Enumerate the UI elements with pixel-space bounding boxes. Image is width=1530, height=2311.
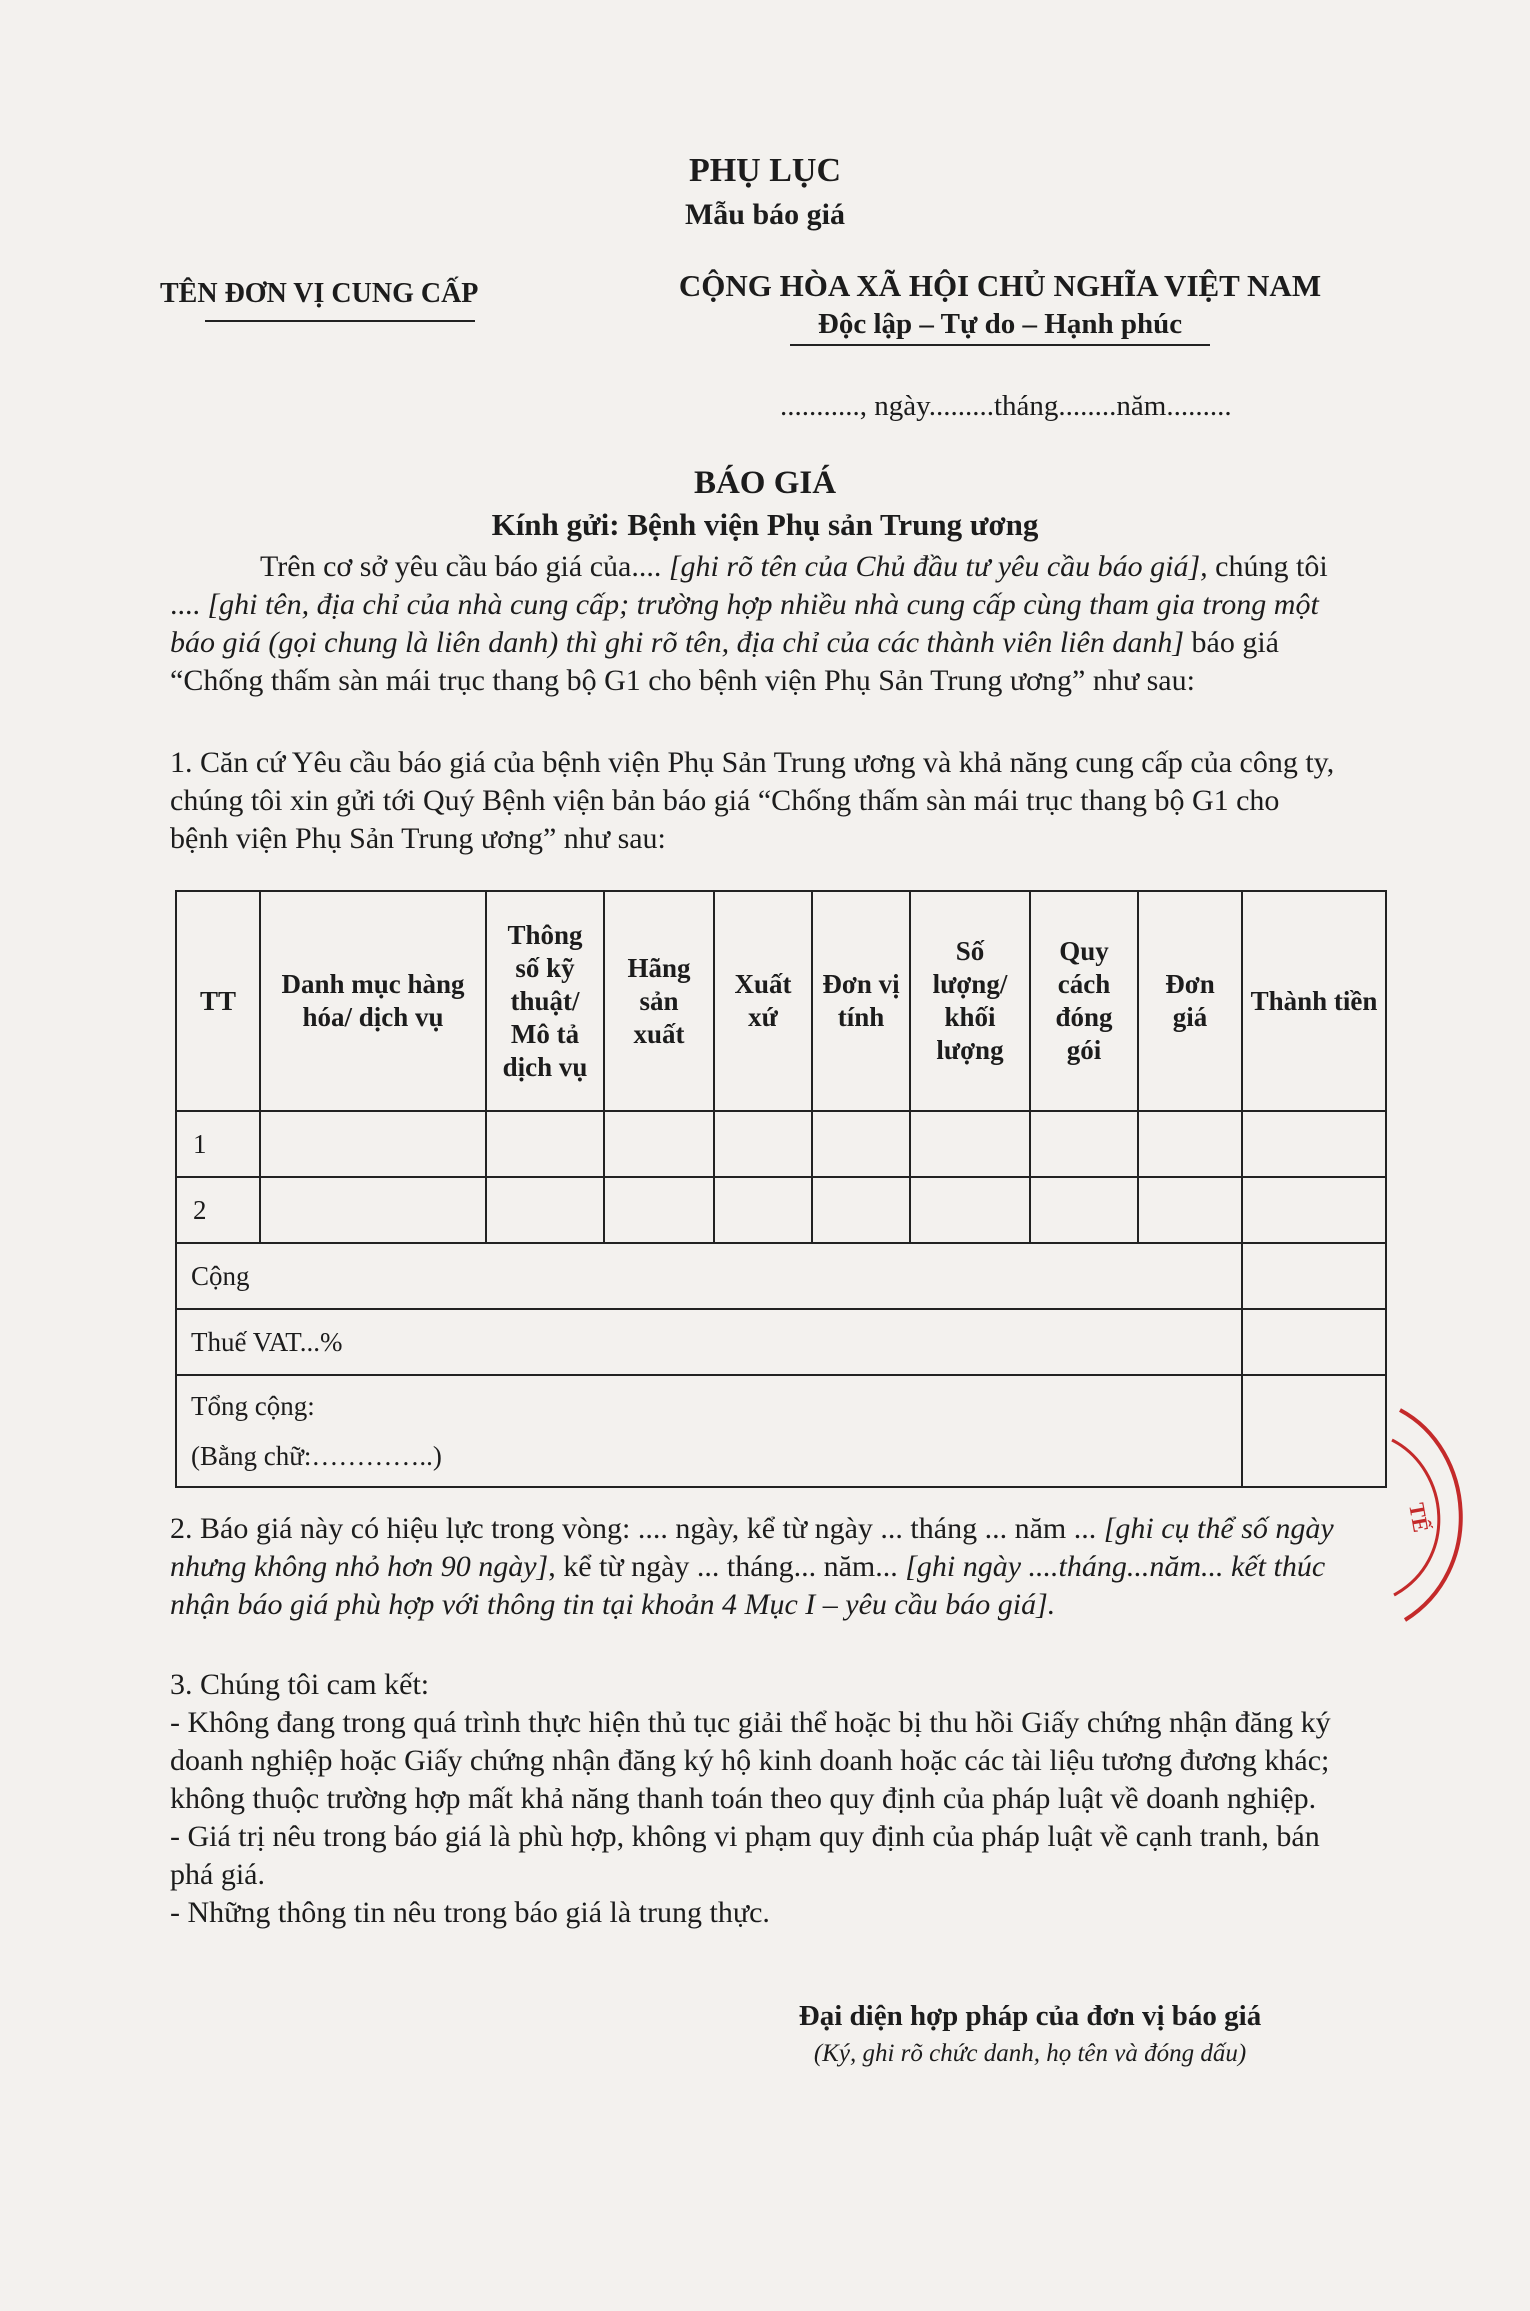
total-label: Cộng — [176, 1243, 1242, 1309]
validity-note-2: [ghi ngày ....tháng...năm... kết thúc nhận báo giá phù hợp với thông tin tại khoản 4 Mục I – yêu cầu báo giá]. — [170, 1550, 1326, 1621]
intro-text-2: chúng tôi .... — [170, 550, 1328, 621]
table-header-row — [176, 891, 1386, 1111]
document-title: BÁO GIÁ — [693, 465, 837, 501]
validity-note-1: [ghi cụ thể số ngày nhưng không nhỏ hơn 90 ngày] — [170, 1512, 1334, 1583]
header-packing: Quy cách đóng gói — [1030, 891, 1138, 1111]
table-cell — [604, 1111, 714, 1177]
table-cell — [714, 1111, 812, 1177]
form-name: Mẫu báo giá — [684, 198, 846, 231]
signature-title: Đại diện hợp pháp của đơn vị báo giá — [798, 2000, 1262, 2032]
table-cell — [1030, 1111, 1138, 1177]
header-quantity: Số lượng/ khối lượng — [910, 891, 1030, 1111]
signature-note: (Ký, ghi rõ chức danh, họ tên và đóng dấu) — [813, 2040, 1247, 2067]
intro-note-2: [ghi tên, địa chỉ của nhà cung cấp; trường hợp nhiều nhà cung cấp cùng tham gia trong một báo giá (gọi chung là liên danh) thì ghi rõ tên, địa chỉ của các thành viên liên danh] — [170, 588, 1319, 659]
total-row — [176, 1243, 1386, 1309]
header-manufacturer: Hãng sản xuất — [604, 891, 714, 1111]
grand-total-value-cell — [1242, 1375, 1386, 1487]
table-cell — [1242, 1177, 1386, 1243]
validity-text-1: 2. Báo giá này có hiệu lực trong vòng: .... ngày, kể từ ngày ... tháng ... năm ... — [170, 1512, 1104, 1545]
vat-label: Thuế VAT...% — [176, 1309, 1242, 1375]
table-cell — [1138, 1111, 1242, 1177]
header-unit: Đơn vị tính — [812, 891, 910, 1111]
date-line: ..........., ngày.........tháng........năm......... — [780, 390, 1232, 422]
table-cell — [260, 1177, 486, 1243]
section-1-paragraph: 1. Căn cứ Yêu cầu báo giá của bệnh viện Phụ Sản Trung ương và khả năng cung cấp của công ty, chúng tôi xin gửi tới Quý Bệnh viện bản báo giá “Chống thấm sàn mái trục thang bộ G1 cho bệnh viện Phụ Sản Trung ương” như sau: — [170, 746, 1335, 855]
row-number: 1 — [176, 1111, 260, 1177]
vat-value-cell — [1242, 1309, 1386, 1375]
table-cell — [1030, 1177, 1138, 1243]
header-spec: Thông số kỹ thuật/ Mô tả dịch vụ — [486, 891, 604, 1111]
national-motto: Độc lập – Tự do – Hạnh phúc — [817, 308, 1183, 340]
section-3-block — [170, 1666, 1335, 1932]
grand-total-label — [176, 1375, 1242, 1487]
stamp-text: TẾ — [1404, 1500, 1434, 1535]
motto-underline — [790, 344, 1210, 346]
amount-in-words: (Bằng chữ:…………..) — [191, 1441, 442, 1471]
republic-name: CỘNG HÒA XÃ HỘI CHỦ NGHĨA VIỆT NAM — [678, 268, 1322, 303]
grand-total-row — [176, 1375, 1386, 1487]
commitment-3: - Những thông tin nêu trong báo giá là trung thực. — [170, 1896, 770, 1929]
header-item: Danh mục hàng hóa/ dịch vụ — [260, 891, 486, 1111]
section-2-paragraph — [170, 1510, 1335, 1624]
table-cell — [910, 1111, 1030, 1177]
supplier-underline — [205, 320, 475, 322]
intro-note-1: [ghi rõ tên của Chủ đầu tư yêu cầu báo giá], — [668, 550, 1208, 583]
commitment-2: - Giá trị nêu trong báo giá là phù hợp, không vi phạm quy định của pháp luật về cạnh tranh, bán phá giá. — [170, 1820, 1320, 1891]
table-cell — [714, 1177, 812, 1243]
table-cell — [812, 1111, 910, 1177]
table-row — [176, 1111, 1386, 1177]
intro-text-3: báo giá “Chống thấm sàn mái trục thang bộ G1 cho bệnh viện Phụ Sản Trung ương” như sau: — [170, 626, 1279, 697]
intro-text-1: Trên cơ sở yêu cầu báo giá của.... — [260, 550, 669, 583]
appendix-title: PHỤ LỤC — [688, 152, 842, 189]
table-cell — [812, 1177, 910, 1243]
table-cell — [604, 1177, 714, 1243]
commitment-title: 3. Chúng tôi cam kết: — [170, 1668, 430, 1701]
vat-row — [176, 1309, 1386, 1375]
total-value-cell — [1242, 1243, 1386, 1309]
intro-paragraph — [170, 548, 1335, 700]
table-cell — [1138, 1177, 1242, 1243]
supplier-label: TÊN ĐƠN VỊ CUNG CẤP — [160, 278, 479, 309]
red-stamp-fragment — [1380, 1400, 1500, 1630]
table-row — [176, 1177, 1386, 1243]
quote-table — [175, 890, 1387, 1488]
table-cell — [486, 1177, 604, 1243]
recipient-line: Kính gửi: Bệnh viện Phụ sản Trung ương — [491, 507, 1039, 542]
header-amount: Thành tiền — [1242, 891, 1386, 1111]
table-cell — [1242, 1111, 1386, 1177]
table-cell — [260, 1111, 486, 1177]
grand-total-text: Tổng cộng: — [191, 1391, 315, 1421]
row-number: 2 — [176, 1177, 260, 1243]
validity-text-2: , kể từ ngày ... tháng... năm... — [548, 1550, 906, 1583]
commitment-1: - Không đang trong quá trình thực hiện thủ tục giải thể hoặc bị thu hồi Giấy chứng nhận đăng ký doanh nghiệp hoặc Giấy chứng nhận đăng ký hộ kinh doanh hoặc các tài liệu tương đương khác; không thuộc trường hợp mất khả năng thanh toán theo quy định của pháp luật về doanh nghiệp. — [170, 1706, 1331, 1815]
header-unit-price: Đơn giá — [1138, 891, 1242, 1111]
header-tt: TT — [176, 891, 260, 1111]
table-cell — [486, 1111, 604, 1177]
table-cell — [910, 1177, 1030, 1243]
header-origin: Xuất xứ — [714, 891, 812, 1111]
